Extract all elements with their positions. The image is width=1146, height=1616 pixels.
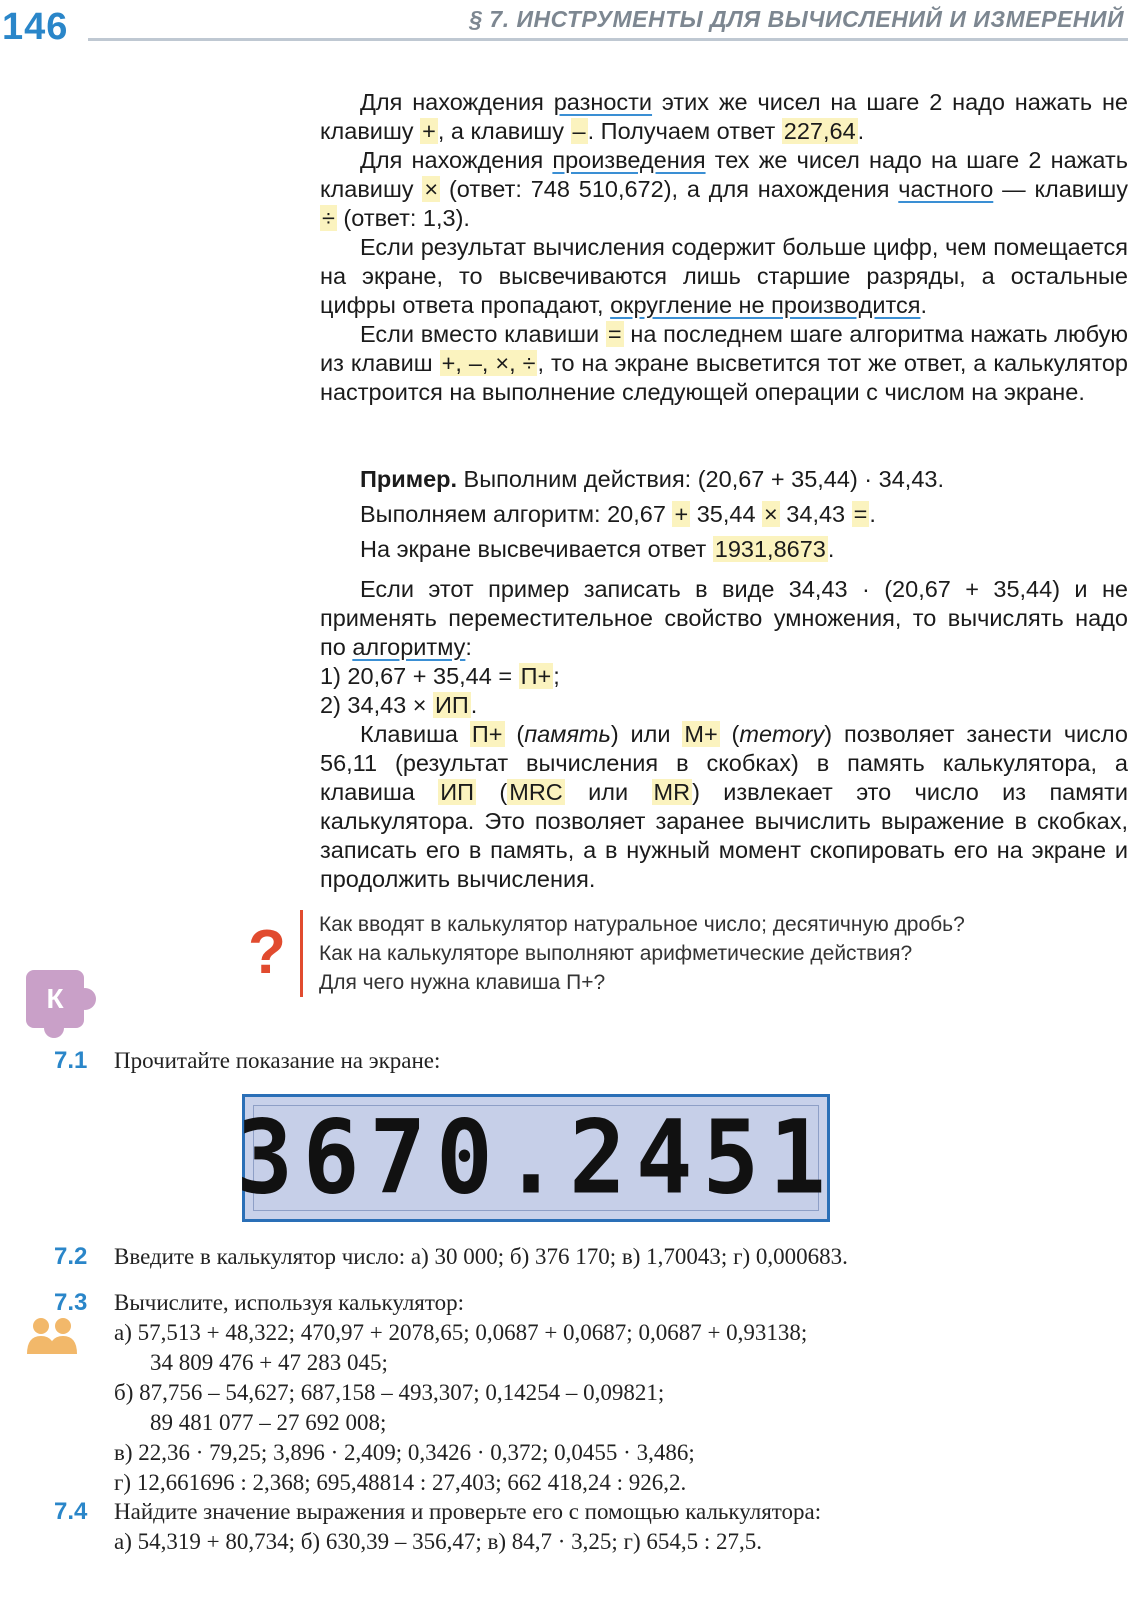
question-1: Как вводят в калькулятор натуральное число; десятичную дробь? (319, 913, 965, 936)
task-number: 7.3 (54, 1289, 88, 1316)
calculator-display-value: 3670.2451 (236, 1099, 836, 1217)
k-badge-letter: К (46, 983, 64, 1014)
algorithm-step-1: 1) 20,67 + 35,44 = П+; (320, 663, 560, 689)
algorithm-step-2: 2) 34,43 × ИП. (320, 692, 478, 718)
task-number: 7.1 (54, 1047, 88, 1074)
example-block (360, 465, 1120, 570)
paragraph-algorithm: Если этот пример записать в виде 34,43 · (20,67 + 35,44) и не применять переместительное свойство умножения, то вычислять надо по алгоритму: (320, 576, 1128, 660)
task-7-1 (54, 1046, 1134, 1076)
review-questions (300, 910, 965, 997)
paragraph-equals: Если вместо клавиши = на последнем шаге алгоритма нажать любую из клавиш +, –, ×, ÷, то на экране высветится тот же ответ, а калькулятор настроится на выполнение следующей операции с числом на экране. (320, 321, 1128, 405)
task-7-3-a-line-1: а) 57,513 + 48,322; 470,97 + 2078,65; 0,0687 + 0,0687; 0,0687 + 0,93138; (114, 1320, 808, 1345)
example-line-2: Выполняем алгоритм: 20,67 + 35,44 × 34,43 =. (360, 501, 876, 527)
task-7-3-b-line-1: б) 87,756 – 54,627; 687,158 – 493,307; 0,14254 – 0,09821; (114, 1380, 665, 1405)
task-text: Введите в калькулятор число: а) 30 000; б) 376 170; в) 1,70043; г) 0,000683. (114, 1244, 848, 1269)
example-line-3: На экране высвечивается ответ 1931,8673. (360, 536, 835, 562)
paragraph-difference: Для нахождения разности этих же чисел на шаге 2 надо нажать не клавишу +, а клавишу –. Получаем ответ 227,64. (320, 89, 1128, 144)
task-7-4-items: а) 54,319 + 80,734; б) 630,39 – 356,47; в) 84,7 · 3,25; г) 654,5 : 27,5. (114, 1529, 763, 1554)
example-line-1: Пример. Выполним действия: (20,67 + 35,44) · 34,43. (360, 466, 944, 492)
task-7-2 (54, 1242, 1134, 1272)
paragraph-rounding: Если результат вычисления содержит больше цифр, чем помещается на экране, то высвечиваются лишь старшие разряды, а остальные цифры ответа пропадают, округление не производится. (320, 234, 1128, 318)
paragraph-memory: Клавиша П+ (память) или М+ (memory) позволяет занести число 56,11 (результат вычисления в скобках) в память калькулятора, а клавиша ИП (MRC или MR) извлекает это число из памяти калькулятора. Это позволяет заранее вычислить выражение в скобках, записать его в память, а в нужный момент скопировать его на экране и продолжить вычисления. (320, 721, 1129, 892)
question-3: Для чего нужна клавиша П+? (319, 971, 606, 994)
body-text-top (320, 88, 1128, 407)
task-text: Прочитайте показание на экране: (114, 1048, 441, 1073)
task-text: Вычислите, используя калькулятор: (114, 1290, 465, 1315)
section-title: § 7. ИНСТРУМЕНТЫ ДЛЯ ВЫЧИСЛЕНИЙ И ИЗМЕРЕНИЙ (461, 6, 1124, 33)
task-7-3-c: в) 22,36 · 79,25; 3,896 · 2,409; 0,3426 · 0,372; 0,0455 · 3,486; (114, 1440, 695, 1465)
paragraph-product: Для нахождения произведения тех же чисел надо на шаге 2 нажать клавишу × (ответ: 748 510,672), а для нахождения частного — клавишу ÷ (ответ: 1,3). (320, 147, 1128, 231)
question-2: Как на калькуляторе выполняют арифметические действия? (319, 942, 913, 965)
body-text-bottom (320, 575, 1128, 894)
calculator-screen (236, 1094, 836, 1222)
header-rule (88, 38, 1128, 41)
task-number: 7.2 (54, 1243, 88, 1270)
k-puzzle-icon (26, 970, 84, 1028)
question-mark-icon: ? (248, 918, 286, 987)
task-7-3-d: г) 12,661696 : 2,368; 695,48814 : 27,403; 662 418,24 : 926,2. (114, 1470, 687, 1495)
calculator-screen-inner (236, 1099, 836, 1217)
task-7-4 (54, 1497, 1134, 1557)
page-number: 146 (2, 6, 69, 48)
task-7-3 (54, 1288, 1134, 1498)
task-7-3-a-line-2: 34 809 476 + 47 283 045; (150, 1350, 388, 1375)
task-text: Найдите значение выражения и проверьте его с помощью калькулятора: (114, 1499, 822, 1524)
task-7-3-b-line-2: 89 481 077 – 27 692 008; (150, 1410, 387, 1435)
task-number: 7.4 (54, 1498, 88, 1525)
